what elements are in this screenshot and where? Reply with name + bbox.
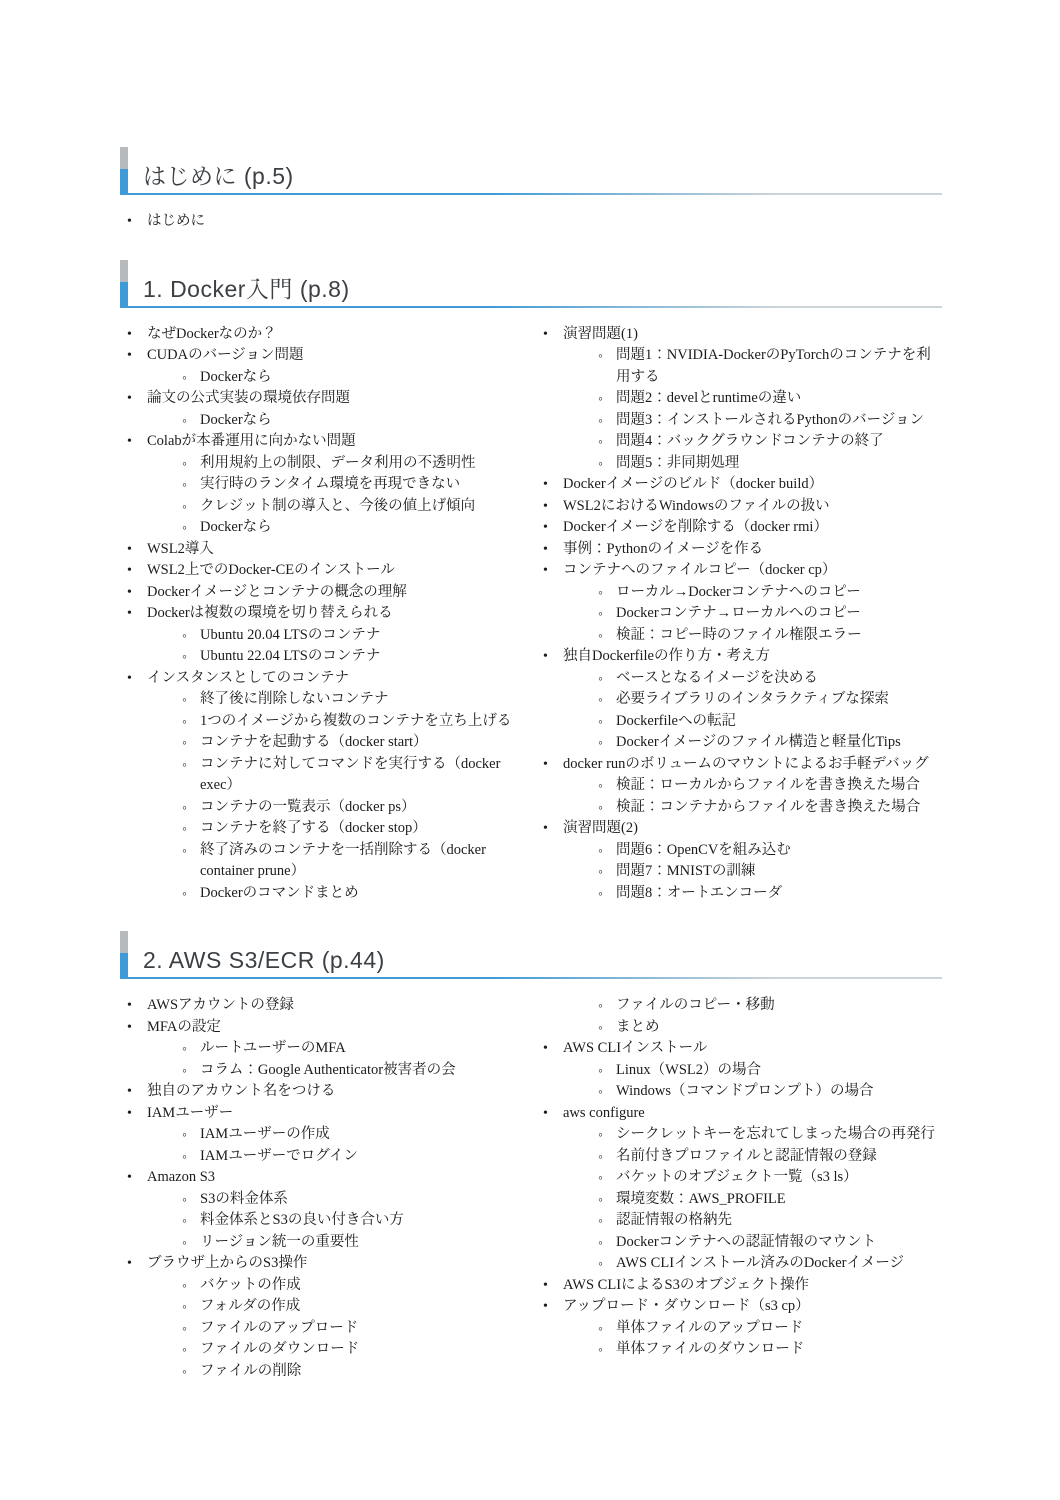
bullet-icon: • xyxy=(127,1019,132,1035)
open-bullet-icon: ◦ xyxy=(598,391,603,406)
bullet-icon: • xyxy=(127,1084,132,1099)
section-heading xyxy=(120,147,942,195)
toc-item-text: WSL2におけるWindowsのファイルの扱い xyxy=(563,497,830,514)
toc-item-text: 事例：Pythonのイメージを作る xyxy=(563,540,764,557)
toc-item xyxy=(120,539,526,561)
open-bullet-icon: ◦ xyxy=(182,885,187,901)
toc-item xyxy=(120,732,526,754)
open-bullet-icon: ◦ xyxy=(182,412,187,428)
open-bullet-icon: ◦ xyxy=(182,455,187,471)
open-bullet-icon: ◦ xyxy=(182,1062,187,1078)
toc-item xyxy=(536,410,942,432)
open-bullet-icon: ◦ xyxy=(598,1213,603,1228)
open-bullet-icon: ◦ xyxy=(182,735,187,750)
toc-item xyxy=(536,582,942,604)
open-bullet-icon: ◦ xyxy=(182,1277,187,1293)
open-bullet-icon: ◦ xyxy=(598,885,603,901)
toc-item xyxy=(536,646,942,668)
open-bullet-icon: ◦ xyxy=(182,1234,187,1250)
toc-item-text: 問題1：NVIDIA-DockerのPyTorchのコンテナを利用する xyxy=(616,347,931,385)
toc-item-text: Dockerなら xyxy=(200,368,272,385)
heading-underline xyxy=(120,977,942,979)
toc-item xyxy=(536,1038,942,1060)
toc-item-text: 必要ライブラリのインタラクティブな探索 xyxy=(616,691,889,707)
toc-item xyxy=(120,496,526,518)
toc-item-text: 演習問題(2) xyxy=(563,820,638,836)
toc-item xyxy=(120,1146,526,1168)
toc-item-text: ベースとなるイメージを決める xyxy=(616,669,818,686)
toc-item xyxy=(120,1361,526,1383)
toc-item xyxy=(120,883,526,905)
heading-accent-bar-icon xyxy=(120,260,128,306)
toc-item xyxy=(536,1103,942,1125)
open-bullet-icon: ◦ xyxy=(182,477,187,492)
open-bullet-icon: ◦ xyxy=(182,1148,187,1164)
toc-item-text: Ubuntu 20.04 LTSのコンテナ xyxy=(200,626,381,643)
toc-item-text: 終了済みのコンテナを一括削除する（docker container prune） xyxy=(200,841,486,879)
toc-columns xyxy=(120,995,942,1382)
toc-item-text: 問題8：オートエンコーダ xyxy=(616,884,783,901)
open-bullet-icon: ◦ xyxy=(598,1148,603,1164)
toc-item xyxy=(536,1318,942,1340)
section-heading xyxy=(120,931,942,979)
toc-item xyxy=(536,995,942,1017)
toc-section-0 xyxy=(120,147,942,233)
open-bullet-icon: ◦ xyxy=(598,864,603,879)
open-bullet-icon: ◦ xyxy=(598,348,603,363)
open-bullet-icon: ◦ xyxy=(598,1127,603,1142)
toc-item-text: 問題3：インストールされるPythonのバージョン xyxy=(616,411,925,428)
bullet-icon: • xyxy=(543,541,548,557)
toc-column-1 xyxy=(536,995,942,1382)
toc-item-text: 独自Dockerfileの作り方・考え方 xyxy=(563,648,770,664)
open-bullet-icon: ◦ xyxy=(182,821,187,836)
toc-item xyxy=(120,431,526,453)
toc-item xyxy=(120,345,526,367)
open-bullet-icon: ◦ xyxy=(182,369,187,385)
toc-item xyxy=(120,625,526,647)
toc-item xyxy=(120,668,526,690)
toc-item xyxy=(120,797,526,819)
toc-item xyxy=(120,1060,526,1082)
open-bullet-icon: ◦ xyxy=(182,756,187,772)
toc-item-text: 1つのイメージから複数のコンテナを立ち上げる xyxy=(200,712,512,729)
toc-item-text: Amazon S3 xyxy=(147,1169,216,1185)
toc-item-text: 問題4：バックグラウンドコンテナの終了 xyxy=(616,433,884,449)
toc-item-text: 実行時のランタイム環境を再現できない xyxy=(200,476,461,492)
open-bullet-icon: ◦ xyxy=(182,1299,187,1314)
toc-item xyxy=(120,388,526,410)
open-bullet-icon: ◦ xyxy=(182,649,187,664)
toc-item xyxy=(120,603,526,625)
toc-item xyxy=(120,560,526,582)
toc-item-text: 独自のアカウント名をつける xyxy=(147,1083,336,1099)
toc-item-text: ブラウザ上からのS3操作 xyxy=(147,1255,308,1271)
toc-item-text: 問題5：非同期処理 xyxy=(616,454,740,471)
toc-column-0 xyxy=(120,324,526,905)
open-bullet-icon: ◦ xyxy=(598,1342,603,1357)
open-bullet-icon: ◦ xyxy=(598,1170,603,1185)
toc-item-text: ファイルの削除 xyxy=(200,1362,302,1379)
toc-item-text: Dockerイメージとコンテナの概念の理解 xyxy=(147,583,407,600)
toc-item xyxy=(536,453,942,475)
toc-item-text: シークレットキーを忘れてしまった場合の再発行 xyxy=(616,1126,935,1142)
open-bullet-icon: ◦ xyxy=(598,1320,603,1336)
toc-columns xyxy=(120,211,942,233)
open-bullet-icon: ◦ xyxy=(598,670,603,686)
open-bullet-icon: ◦ xyxy=(598,692,603,707)
open-bullet-icon: ◦ xyxy=(598,412,603,428)
toc-item xyxy=(536,324,942,346)
open-bullet-icon: ◦ xyxy=(182,1191,187,1207)
toc-item-text: IAMユーザーの作成 xyxy=(200,1126,330,1142)
toc-item xyxy=(120,1210,526,1232)
open-bullet-icon: ◦ xyxy=(598,842,603,858)
toc-item xyxy=(120,995,526,1017)
open-bullet-icon: ◦ xyxy=(598,434,603,449)
bullet-icon: • xyxy=(127,541,132,557)
heading-accent-bar-icon xyxy=(120,147,128,193)
open-bullet-icon: ◦ xyxy=(182,520,187,535)
bullet-icon: • xyxy=(543,326,548,342)
toc-item xyxy=(536,1253,942,1275)
toc-item-text: WSL2導入 xyxy=(147,540,214,557)
toc-item xyxy=(120,754,526,797)
open-bullet-icon: ◦ xyxy=(182,498,187,514)
toc-item xyxy=(120,410,526,432)
toc-item xyxy=(536,388,942,410)
toc-item xyxy=(120,1253,526,1275)
section-heading-row xyxy=(120,931,942,977)
toc-item-text: Dockerは複数の環境を切り替えられる xyxy=(147,605,393,621)
heading-underline xyxy=(120,193,942,195)
toc-column-0 xyxy=(120,211,526,233)
toc-item xyxy=(120,367,526,389)
toc-item xyxy=(536,625,942,647)
toc-item xyxy=(120,1038,526,1060)
toc-section-2 xyxy=(120,931,942,1382)
toc-item xyxy=(536,1081,942,1103)
toc-item-text: 検証：ローカルからファイルを書き換えた場合 xyxy=(616,777,920,793)
toc-item-text: Dockerコンテナ→ローカルへのコピー xyxy=(616,605,861,621)
bullet-icon: • xyxy=(127,1170,132,1185)
toc-item xyxy=(120,1296,526,1318)
toc-item xyxy=(536,861,942,883)
open-bullet-icon: ◦ xyxy=(598,998,603,1013)
toc-section-1 xyxy=(120,260,942,905)
open-bullet-icon: ◦ xyxy=(598,1019,603,1035)
toc-item-text: はじめに xyxy=(147,213,205,229)
toc-sections xyxy=(120,147,942,1382)
toc-item-text: S3の料金体系 xyxy=(200,1190,288,1207)
section-heading xyxy=(120,260,942,308)
bullet-icon: • xyxy=(127,326,132,342)
toc-item-text: Dockerなら xyxy=(200,411,272,428)
toc-item xyxy=(536,689,942,711)
bullet-icon: • xyxy=(543,520,548,535)
toc-item-text: aws configure xyxy=(563,1104,645,1121)
bullet-icon: • xyxy=(127,391,132,406)
bullet-icon: • xyxy=(127,606,132,621)
bullet-icon: • xyxy=(127,563,132,578)
bullet-icon: • xyxy=(543,1277,548,1293)
toc-item-text: ファイルのダウンロード xyxy=(200,1341,360,1357)
toc-item xyxy=(536,732,942,754)
toc-item xyxy=(536,1275,942,1297)
heading-accent-bar-icon xyxy=(120,931,128,977)
bullet-icon: • xyxy=(543,649,548,664)
toc-item xyxy=(536,1146,942,1168)
open-bullet-icon: ◦ xyxy=(182,1342,187,1357)
toc-item xyxy=(536,431,942,453)
toc-item-text: docker runのボリュームのマウントによるお手軽デバッグ xyxy=(563,755,929,772)
open-bullet-icon: ◦ xyxy=(182,692,187,707)
toc-item xyxy=(536,539,942,561)
toc-item-text: AWS CLIインストール xyxy=(563,1040,708,1056)
toc-item xyxy=(536,711,942,733)
toc-item-text: 環境変数：AWS_PROFILE xyxy=(616,1190,786,1207)
toc-item-text: Dockerイメージのビルド（docker build） xyxy=(563,476,824,492)
toc-item-text: コンテナを終了する（docker stop） xyxy=(200,820,427,836)
toc-item xyxy=(536,668,942,690)
open-bullet-icon: ◦ xyxy=(182,1320,187,1336)
toc-item-text: Dockerなら xyxy=(200,519,272,535)
toc-item xyxy=(536,775,942,797)
bullet-icon: • xyxy=(543,498,548,514)
open-bullet-icon: ◦ xyxy=(182,842,187,858)
toc-item xyxy=(120,1232,526,1254)
toc-item-text: AWSアカウントの登録 xyxy=(147,997,294,1013)
toc-item xyxy=(536,1167,942,1189)
toc-item-text: ファイルのアップロード xyxy=(200,1319,359,1336)
toc-item xyxy=(120,840,526,883)
toc-item xyxy=(120,1081,526,1103)
heading-underline xyxy=(120,306,942,308)
toc-item-text: 演習問題(1) xyxy=(563,325,638,342)
toc-item-text: 検証：コンテナからファイルを書き換えた場合 xyxy=(616,798,921,815)
toc-item-text: コンテナへのファイルコピー（docker cp） xyxy=(563,562,837,578)
toc-item xyxy=(536,560,942,582)
toc-item xyxy=(536,496,942,518)
open-bullet-icon: ◦ xyxy=(182,627,187,643)
toc-item-text: 利用規約上の制限、データ利用の不透明性 xyxy=(200,454,476,471)
open-bullet-icon: ◦ xyxy=(598,1256,603,1271)
bullet-icon: • xyxy=(127,1256,132,1271)
toc-item xyxy=(536,1060,942,1082)
bullet-icon: • xyxy=(127,670,132,686)
toc-item xyxy=(536,603,942,625)
toc-item xyxy=(536,1210,942,1232)
toc-item xyxy=(536,840,942,862)
toc-item-text: なぜDockerなのか？ xyxy=(147,325,277,342)
toc-item xyxy=(120,211,526,233)
section-title: はじめに (p.5) xyxy=(143,163,294,189)
toc-item xyxy=(536,797,942,819)
toc-item xyxy=(120,646,526,668)
toc-item xyxy=(536,818,942,840)
toc-item-text: バケットのオブジェクト一覧（s3 ls） xyxy=(616,1169,858,1185)
bullet-icon: • xyxy=(127,214,132,229)
toc-item xyxy=(536,1189,942,1211)
bullet-icon: • xyxy=(543,477,548,492)
open-bullet-icon: ◦ xyxy=(598,627,603,643)
open-bullet-icon: ◦ xyxy=(598,584,603,600)
toc-item-text: フォルダの作成 xyxy=(200,1298,301,1314)
open-bullet-icon: ◦ xyxy=(598,1062,603,1078)
toc-item-text: Dockerのコマンドまとめ xyxy=(200,884,359,901)
toc-item xyxy=(120,711,526,733)
toc-item xyxy=(536,1017,942,1039)
open-bullet-icon: ◦ xyxy=(598,1234,603,1250)
toc-item-text: MFAの設定 xyxy=(147,1018,221,1035)
toc-item xyxy=(536,474,942,496)
toc-item xyxy=(536,1232,942,1254)
toc-item-text: コンテナを起動する（docker start） xyxy=(200,734,428,750)
open-bullet-icon: ◦ xyxy=(182,713,187,729)
toc-item-text: Colabが本番運用に向かない問題 xyxy=(147,433,356,449)
toc-item-text: 論文の公式実装の環境依存問題 xyxy=(147,390,350,406)
open-bullet-icon: ◦ xyxy=(182,799,187,815)
toc-item-text: Dockerイメージを削除する（docker rmi） xyxy=(563,519,828,535)
toc-item-text: ファイルのコピー・移動 xyxy=(616,997,775,1013)
toc-item-text: 問題7：MNISTの訓練 xyxy=(616,863,756,879)
toc-item-text: 名前付きプロファイルと認証情報の登録 xyxy=(616,1147,877,1164)
toc-item-text: コラム：Google Authenticator被害者の会 xyxy=(200,1061,456,1078)
toc-item-text: CUDAのバージョン問題 xyxy=(147,347,304,363)
toc-item xyxy=(536,1124,942,1146)
toc-item-text: リージョン統一の重要性 xyxy=(200,1233,359,1250)
toc-item xyxy=(120,1167,526,1189)
section-heading-row xyxy=(120,147,942,193)
open-bullet-icon: ◦ xyxy=(598,735,603,750)
bullet-icon: • xyxy=(543,563,548,578)
toc-item-text: Dockerイメージのファイル構造と軽量化Tips xyxy=(616,734,901,750)
bullet-icon: • xyxy=(543,821,548,836)
toc-item xyxy=(120,1124,526,1146)
toc-item-text: まとめ xyxy=(616,1018,660,1035)
toc-item xyxy=(120,582,526,604)
toc-item xyxy=(120,1318,526,1340)
toc-item-text: AWS CLIによるS3のオブジェクト操作 xyxy=(563,1276,810,1293)
toc-item xyxy=(536,517,942,539)
toc-item-text: 問題2：develとruntimeの違い xyxy=(616,390,802,406)
toc-item xyxy=(120,1275,526,1297)
toc-item xyxy=(120,818,526,840)
toc-item-text: Ubuntu 22.04 LTSのコンテナ xyxy=(200,648,381,664)
bullet-icon: • xyxy=(127,584,132,600)
toc-item xyxy=(536,345,942,388)
toc-item-text: IAMユーザー xyxy=(147,1104,234,1121)
toc-item xyxy=(120,689,526,711)
open-bullet-icon: ◦ xyxy=(182,1127,187,1142)
toc-item xyxy=(536,754,942,776)
bullet-icon: • xyxy=(127,434,132,449)
toc-column-1 xyxy=(536,324,942,905)
toc-item xyxy=(120,453,526,475)
open-bullet-icon: ◦ xyxy=(598,1191,603,1207)
section-heading-row xyxy=(120,260,942,306)
toc-item xyxy=(536,1296,942,1318)
toc-item-text: 問題6：OpenCVを組み込む xyxy=(616,841,791,858)
open-bullet-icon: ◦ xyxy=(598,778,603,793)
toc-item-text: ルートユーザーのMFA xyxy=(200,1040,346,1056)
toc-column-0 xyxy=(120,995,526,1382)
bullet-icon: • xyxy=(543,756,548,772)
toc-item-text: 単体ファイルのダウンロード xyxy=(616,1341,805,1357)
toc-item-text: Linux（WSL2）の場合 xyxy=(616,1061,761,1078)
section-title: 1. Docker入門 (p.8) xyxy=(143,275,350,302)
toc-item xyxy=(536,1339,942,1361)
bullet-icon: • xyxy=(543,1299,548,1314)
toc-item-text: 認証情報の格納先 xyxy=(616,1212,732,1228)
toc-item-text: インスタンスとしてのコンテナ xyxy=(147,669,350,686)
toc-item-text: WSL2上でのDocker-CEのインストール xyxy=(147,562,395,578)
toc-content xyxy=(120,0,942,1382)
toc-item-text: 検証：コピー時のファイル権限エラー xyxy=(616,626,862,643)
open-bullet-icon: ◦ xyxy=(598,1084,603,1099)
toc-item-text: AWS CLIインストール済みのDockerイメージ xyxy=(616,1255,905,1271)
toc-item xyxy=(120,1017,526,1039)
toc-item-text: 料金体系とS3の良い付き合い方 xyxy=(200,1212,404,1228)
toc-item-text: Dockerコンテナへの認証情報のマウント xyxy=(616,1233,877,1250)
toc-item xyxy=(120,474,526,496)
toc-item-text: アップロード・ダウンロード（s3 cp） xyxy=(563,1298,810,1314)
open-bullet-icon: ◦ xyxy=(182,1213,187,1228)
toc-item-text: IAMユーザーでログイン xyxy=(200,1147,358,1164)
open-bullet-icon: ◦ xyxy=(598,606,603,621)
bullet-icon: • xyxy=(127,348,132,363)
toc-item xyxy=(120,324,526,346)
open-bullet-icon: ◦ xyxy=(182,1041,187,1056)
open-bullet-icon: ◦ xyxy=(182,1363,187,1379)
bullet-icon: • xyxy=(543,1105,548,1121)
toc-item-text: コンテナの一覧表示（docker ps） xyxy=(200,798,416,815)
toc-item-text: Windows（コマンドプロンプト）の場合 xyxy=(616,1083,874,1099)
toc-item-text: 単体ファイルのアップロード xyxy=(616,1319,804,1336)
section-title: 2. AWS S3/ECR (p.44) xyxy=(143,947,385,973)
open-bullet-icon: ◦ xyxy=(598,455,603,471)
toc-item xyxy=(120,1339,526,1361)
toc-item-text: Dockerfileへの転記 xyxy=(616,712,736,729)
open-bullet-icon: ◦ xyxy=(598,799,603,815)
toc-column-1 xyxy=(536,211,942,233)
toc-item-text: バケットの作成 xyxy=(200,1276,301,1293)
toc-item-text: ローカル→Dockerコンテナへのコピー xyxy=(616,583,861,600)
toc-item xyxy=(120,1103,526,1125)
open-bullet-icon: ◦ xyxy=(598,713,603,729)
toc-columns xyxy=(120,324,942,905)
toc-item-text: クレジット制の導入と、今後の値上げ傾向 xyxy=(200,497,476,514)
toc-item xyxy=(120,1189,526,1211)
toc-item xyxy=(536,883,942,905)
toc-item-text: 終了後に削除しないコンテナ xyxy=(200,691,389,707)
toc-item xyxy=(120,517,526,539)
bullet-icon: • xyxy=(127,998,132,1013)
bullet-icon: • xyxy=(127,1105,132,1121)
toc-item-text: コンテナに対してコマンドを実行する（docker exec） xyxy=(200,755,501,793)
bullet-icon: • xyxy=(543,1041,548,1056)
